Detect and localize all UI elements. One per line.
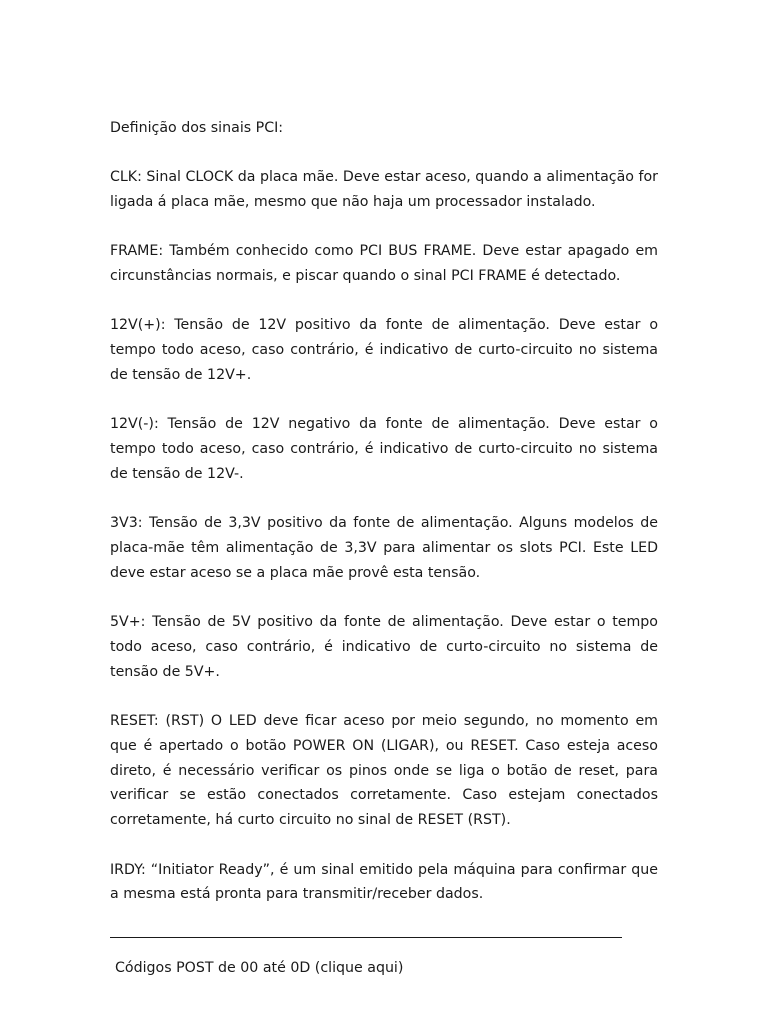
paragraph-12v-positive: 12V(+): Tensão de 12V positivo da fonte de alimentação. Deve estar o tempo todo aceso, caso contrário, é indicativo de curto-circuito no sistema de tensão de 12V+.: [110, 317, 658, 384]
paragraph-12v-negative: 12V(-): Tensão de 12V negativo da fonte de alimentação. Deve estar o tempo todo aceso, caso contrário, é indicativo de curto-circuito no sistema de tensão de 12V-.: [110, 416, 658, 482]
document-body: [110, 116, 658, 932]
paragraph-irdy: IRDY: “Initiator Ready”, é um sinal emitido pela máquina para confirmar que a mesma está pronta para transmitir/receber dados.: [110, 861, 658, 903]
paragraph-clk: CLK: Sinal CLOCK da placa mãe. Deve estar aceso, quando a alimentação for ligada á placa mãe, mesmo que não haja um processador instalado.: [110, 169, 658, 211]
paragraph-reset: RESET: (RST) O LED deve ficar aceso por meio segundo, no momento em que é apertado o botão POWER ON (LIGAR), ou RESET. Caso esteja aceso direto, é necessário verificar os pinos onde se liga o botão de reset, para verificar se estão conectados corretamente. Caso estejam conectados corretamente, há curto circuito no sinal de RESET (RST).: [110, 713, 658, 829]
paragraph-3v3: 3V3: Tensão de 3,3V positivo da fonte de alimentação. Alguns modelos de placa-mãe têm alimentação de 3,3V para alimentar os slots PCI. Este LED deve estar aceso se a placa mãe provê esta tensão.: [110, 515, 658, 581]
paragraph-frame: FRAME: Também conhecido como PCI BUS FRAME. Deve estar apagado em circunstâncias normais, e piscar quando o sinal PCI FRAME é detectado.: [110, 243, 658, 285]
footnote-divider: [110, 937, 622, 938]
document-heading: Definição dos sinais PCI:: [110, 120, 284, 136]
post-codes-link[interactable]: Códigos POST de 00 até 0D (clique aqui): [115, 960, 404, 976]
paragraph-5v: 5V+: Tensão de 5V positivo da fonte de alimentação. Deve estar o tempo todo aceso, caso contrário, é indicativo de curto-circuito no sistema de tensão de 5V+.: [110, 614, 658, 680]
